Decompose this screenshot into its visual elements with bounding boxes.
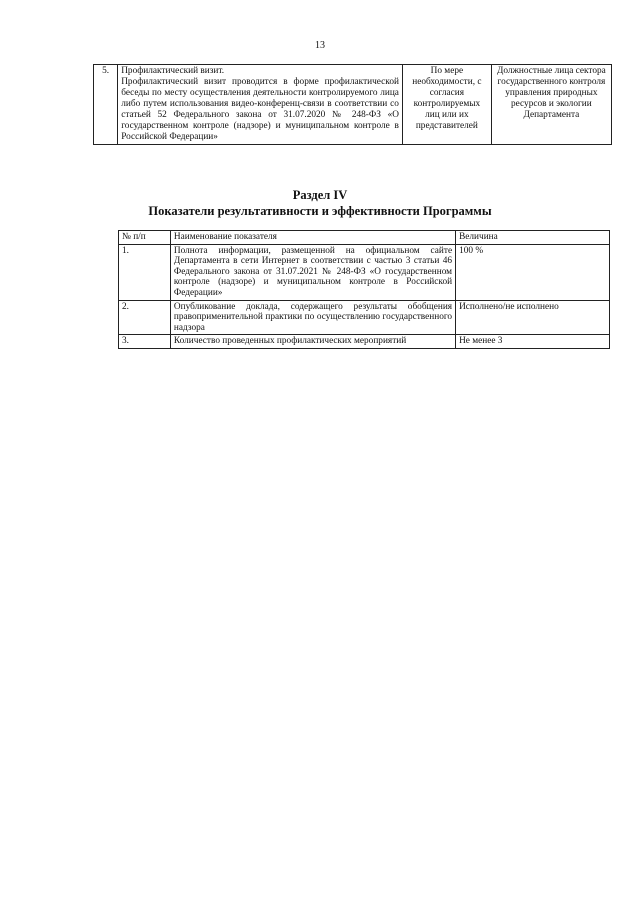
table-row: [119, 335, 610, 349]
table-row: [119, 300, 610, 335]
indicators-table: [118, 230, 610, 349]
indicator-value: Исполнено/не исполнено: [456, 300, 610, 335]
activity-description: Профилактический визит проводится в форме профилактической беседы по месту осуществления деятельности контролируемого лица либо путем использования видео-конференц-связи в соответствии со статьей 52 Федерального закона от 31.07.2020 № 248-ФЗ «О государственном контроле (надзоре) и муниципальном контроле в Российской Федерации»: [121, 77, 399, 142]
header-name: Наименование показателя: [170, 231, 455, 245]
table-row: [119, 244, 610, 300]
table-row: [94, 65, 612, 145]
activity-responsible: Должностные лица сектора государственного контроля управления природных ресурсов и экологии Департамента: [491, 65, 611, 145]
activity-frequency: По мере необходимости, с согласия контролируемых лиц или их представителей: [402, 65, 491, 145]
activity-title: Профилактический визит.: [121, 66, 225, 76]
header-value: Величина: [456, 231, 610, 245]
indicator-value: Не менее 3: [456, 335, 610, 349]
row-number: 5.: [94, 65, 118, 145]
activities-table: [93, 64, 612, 145]
row-number: 2.: [119, 300, 171, 335]
indicator-value: 100 %: [456, 244, 610, 300]
row-number: 3.: [119, 335, 171, 349]
indicator-name: Полнота информации, размещенной на официальном сайте Департамента в сети Интернет в соответствии с частью 3 статьи 46 Федерального закона от 31.07.2021 № 248-ФЗ «О государственном контроле (надзоре) и муниципальном контроле в Российской Федерации»: [170, 244, 455, 300]
indicator-name: Количество проведенных профилактических мероприятий: [170, 335, 455, 349]
row-number: 1.: [119, 244, 171, 300]
section-title: Раздел IV: [292, 188, 348, 202]
indicator-name: Опубликование доклада, содержащего результаты обобщения правоприменительной практики по осуществлению государственного надзора: [170, 300, 455, 335]
page-number: 13: [315, 40, 325, 51]
section-subtitle: Показатели результативности и эффективности Программы: [148, 204, 492, 218]
activity-description-cell: [118, 65, 403, 145]
table-header-row: [119, 231, 610, 245]
header-num: № п/п: [119, 231, 171, 245]
